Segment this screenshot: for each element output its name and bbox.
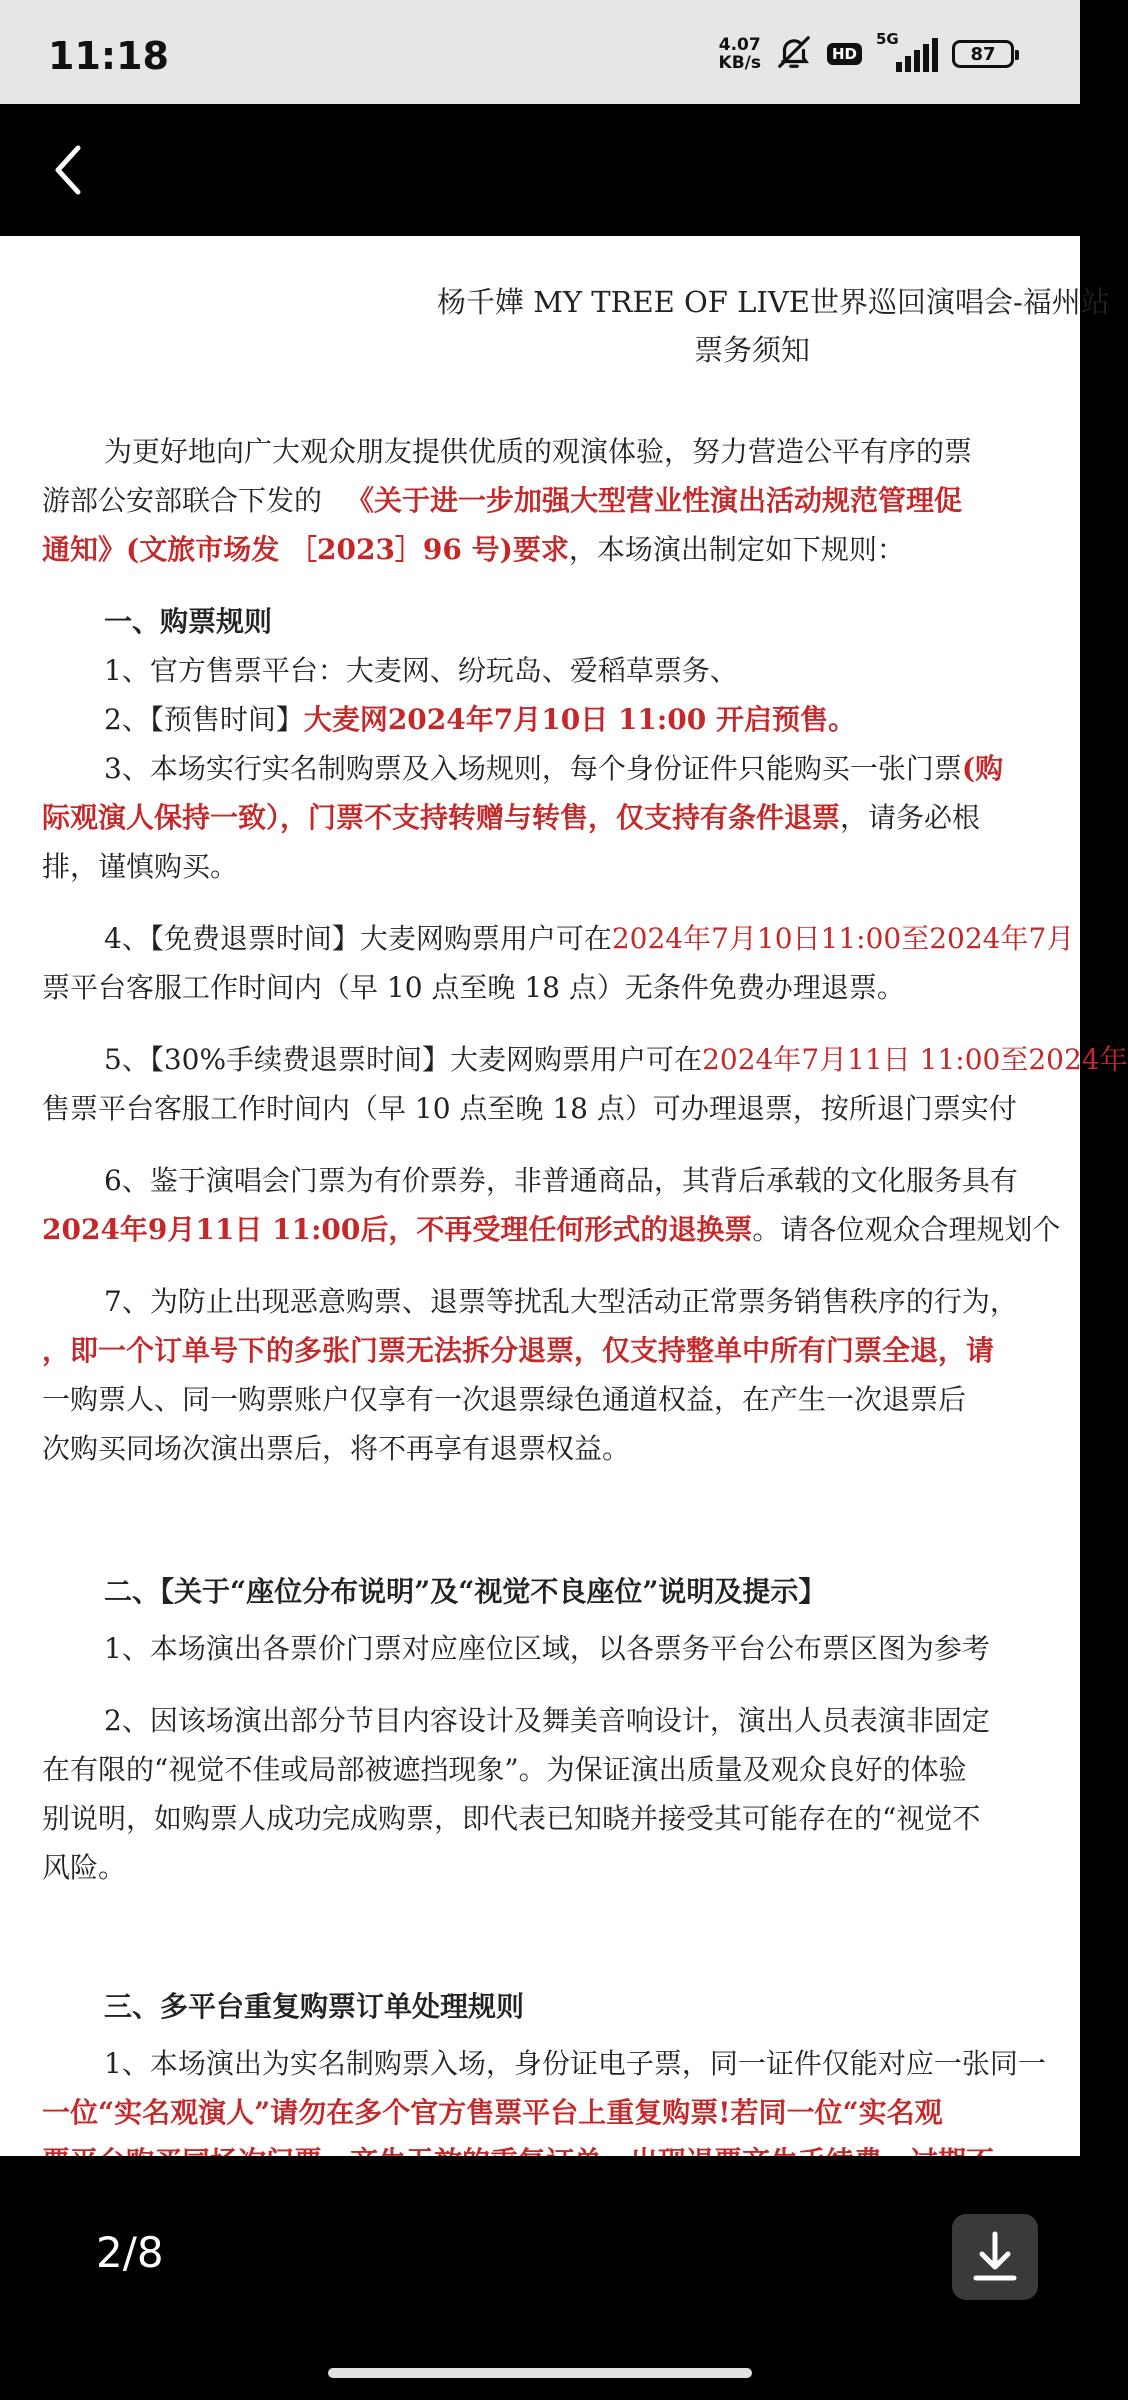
s1-rule-7-red: ，即一个订单号下的多张门票无法拆分退票，仅支持整单中所有门票全退，请 [42, 1334, 995, 1367]
net-speed-value: 4.07 [718, 35, 761, 55]
section-3-heading: 三、多平台重复购票订单处理规则 [104, 1990, 525, 2023]
doc-title: 杨千嬅 MY TREE OF LIVE世界巡回演唱会-福州站 [437, 285, 1110, 319]
s2-rule-2-line4: 风险。 [42, 1851, 127, 1884]
s1-rule-2-label: 2、【预售时间】 [104, 703, 304, 736]
network-type: 5G [876, 30, 899, 48]
net-speed-unit: KB/s [718, 53, 761, 73]
s1-rule-2-date: 大麦网2024年7月10日 11:00 开启预售。 [303, 703, 856, 736]
s1-rule-7-line3: 一购票人、同一购票账户仅享有一次退票绿色通道权益，在产生一次退票后 [42, 1383, 967, 1416]
s2-rule-2-line3: 别说明，如购票人成功完成购票，即代表已知晓并接受其可能存在的“视觉不 [42, 1802, 981, 1835]
battery-icon [952, 40, 1014, 68]
chevron-left-icon [32, 132, 108, 208]
s1-rule-3-red: (购 [961, 752, 1004, 785]
s2-rule-1: 1、本场演出各票价门票对应座位区域，以各票务平台公布票区图为参考 [104, 1632, 990, 1665]
status-bar [0, 0, 1080, 104]
download-icon [952, 2214, 1038, 2300]
s1-rule-4-date: 2024年7月10日11:00至2024年7月 [611, 922, 1075, 955]
download-button[interactable] [952, 2214, 1038, 2300]
s1-rule-1: 1、官方售票平台：大麦网、纷玩岛、爱稻草票务、 [104, 654, 738, 687]
intro-law-number: 通知》(文旅市场发 ［2023］96 号)要求 [42, 533, 569, 566]
s2-rule-2: 2、因该场演出部分节目内容设计及舞美音响设计，演出人员表演非固定 [104, 1704, 990, 1737]
s1-rule-7: 7、为防止出现恶意购票、退票等扰乱大型活动正常票务销售秩序的行为， [104, 1285, 1018, 1318]
back-button[interactable] [32, 132, 108, 208]
s1-rule-5: 5、【30%手续费退票时间】大麦网购票用户可在 [104, 1043, 703, 1076]
section-2-heading: 二、【关于“座位分布说明”及“视觉不良座位”说明及提示】 [104, 1575, 827, 1608]
intro-line-2: 游部公安部联合下发的 [42, 484, 323, 517]
bell-off-icon [775, 33, 813, 75]
s1-rule-3-line2-red: 际观演人保持一致），门票不支持转赠与转售，仅支持有条件退票 [42, 801, 841, 834]
net-speed [719, 36, 761, 72]
document-page[interactable] [0, 236, 1128, 2156]
s1-rule-3: 3、本场实行实名制购票及入场规则，每个身份证件只能购买一张门票 [104, 752, 962, 785]
status-time: 11:18 [48, 34, 169, 78]
doc-subtitle: 票务须知 [694, 333, 811, 367]
s3-rule-1-line2: 一位“实名观演人”请勿在多个官方售票平台上重复购票!若同一位“实名观 [42, 2096, 943, 2129]
s1-rule-7-line4: 次购买同场次演出票后，将不再享有退票权益。 [42, 1432, 631, 1465]
s3-rule-1: 1、本场演出为实名制购票入场，身份证电子票，同一证件仅能对应一张同一 [104, 2047, 1046, 2080]
top-bar [0, 104, 1080, 236]
s1-rule-5-date: 2024年7月11日 11:00至2024年 [702, 1043, 1128, 1076]
intro-line-1: 为更好地向广大观众朋友提供优质的观演体验，努力营造公平有序的票 [104, 435, 973, 468]
s1-rule-4-line2: 票平台客服工作时间内（早 10 点至晚 18 点）无条件免费办理退票。 [42, 971, 905, 1004]
s2-rule-2-line2: 在有限的“视觉不佳或局部被遮挡现象”。为保证演出质量及观众良好的体验 [42, 1753, 967, 1786]
intro-line-3-end: ，本场演出制定如下规则： [568, 533, 905, 566]
s1-rule-3-line2: ，请务必根 [840, 801, 981, 834]
s1-rule-6-red: 2024年9月11日 11:00后，不再受理任何形式的退换票 [42, 1213, 753, 1246]
s1-rule-6-line2: 。请各位观众合理规划个 [752, 1213, 1061, 1246]
s1-rule-4: 4、【免费退票时间】大麦网购票用户可在 [104, 922, 612, 955]
s1-rule-3-line3: 排，谨慎购买。 [42, 850, 239, 883]
signal-icon [876, 30, 938, 74]
page-indicator: 2/8 [96, 2228, 164, 2277]
bottom-bar [0, 2156, 1080, 2400]
battery-level: 87 [970, 43, 996, 65]
s1-rule-6: 6、鉴于演唱会门票为有价票券，非普通商品，其背后承载的文化服务具有 [104, 1164, 1018, 1197]
intro-law-title: 《关于进一步加强大型营业性演出活动规范管理促 [346, 484, 963, 517]
section-1-heading: 一、购票规则 [104, 605, 273, 638]
hd-badge: HD [827, 43, 862, 65]
s1-rule-5-line2: 售票平台客服工作时间内（早 10 点至晚 18 点）可办理退票，按所退门票实付 [42, 1092, 1017, 1125]
status-icons [719, 30, 1014, 78]
home-indicator[interactable] [328, 2368, 752, 2378]
